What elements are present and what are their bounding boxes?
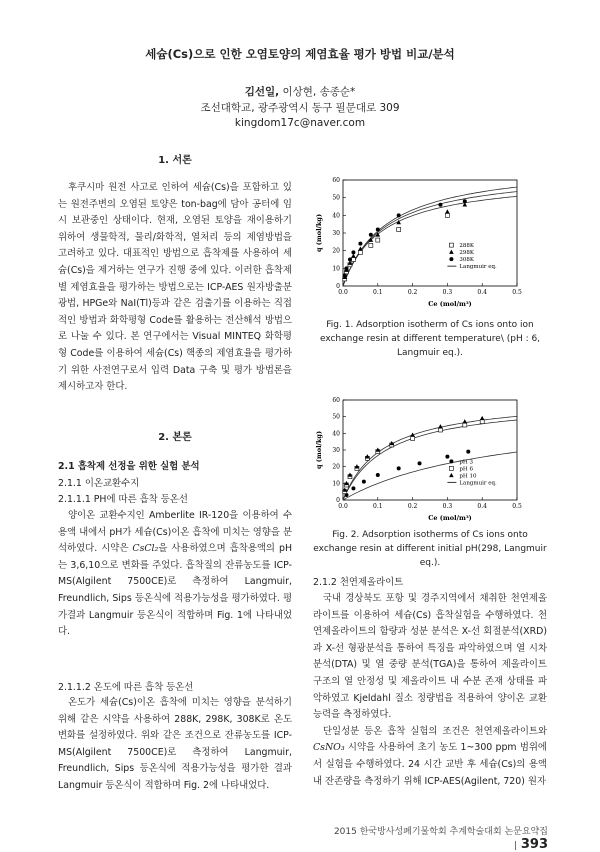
page-number: 393 <box>520 837 548 852</box>
paper-authors <box>0 84 600 99</box>
legend-label: Langmuir eq. <box>459 480 497 487</box>
data-point <box>449 466 453 470</box>
data-point <box>343 273 347 277</box>
data-point <box>376 238 380 242</box>
data-point <box>358 242 362 246</box>
y-tick-label: 60 <box>332 177 340 184</box>
x-tick-label: 0.3 <box>442 503 453 510</box>
figure-1-chart <box>313 172 547 310</box>
data-point <box>418 461 422 465</box>
data-point <box>463 419 468 423</box>
author-rest: 이상현, 송종순* <box>279 86 356 98</box>
section-2-1-1-2-body <box>58 695 292 795</box>
data-point <box>369 233 373 237</box>
heading-2-1-2: 2.1.2 천연제올라이트 <box>313 577 404 588</box>
data-point <box>438 428 442 432</box>
data-point <box>463 423 467 427</box>
intro-heading: 1. 서론 <box>158 155 192 166</box>
text-part: 시약을 사용하여 초기 농도 1~300 ppm 범위에서 실험을 수행하였다. 24 시간 교반 후 세슘(Cs)의 용액 내 잔존량을 측정하기 위해 ICP-AES(Agilent, 720) 원자 <box>313 742 547 787</box>
affiliation: 조선대학교, 광주광역시 동구 필문대로 309 <box>200 102 400 114</box>
data-point <box>449 250 454 254</box>
footer-separator: | <box>513 841 517 851</box>
data-point <box>449 473 454 477</box>
data-point <box>351 486 355 490</box>
data-point <box>397 213 401 217</box>
y-axis-label: q (mol/kg) <box>315 213 323 253</box>
data-point <box>358 250 362 254</box>
y-axis-label: q (mol/kg) <box>315 430 323 470</box>
body-heading: 2. 본론 <box>158 432 192 443</box>
data-point <box>438 203 442 207</box>
heading-2-1: 2.1 흡착제 선정을 위한 실험 분석 <box>58 461 200 472</box>
data-point <box>445 455 449 459</box>
intro-body <box>58 180 292 396</box>
y-tick-label: 10 <box>332 480 340 488</box>
legend-label: pH 3 <box>459 459 473 466</box>
x-tick-label: 0.4 <box>477 289 487 296</box>
y-tick-label: 10 <box>332 265 340 273</box>
data-point <box>348 258 352 262</box>
y-tick-label: 30 <box>332 447 340 454</box>
data-point <box>397 466 401 470</box>
data-point <box>369 243 373 247</box>
data-point <box>397 227 401 231</box>
x-axis-label: Ce (mol/m³) <box>428 514 472 522</box>
data-point <box>445 209 450 213</box>
y-tick-label: 50 <box>332 194 340 202</box>
y-tick-label: 60 <box>332 397 340 404</box>
data-point <box>480 416 485 420</box>
footer-text: 2015 한국방사성폐기물학회 추계학술대회 논문요약집 <box>333 827 548 837</box>
y-tick-label: 40 <box>332 430 340 438</box>
y-tick-label: 0 <box>336 497 340 504</box>
data-point <box>411 436 415 440</box>
data-point <box>351 258 355 262</box>
data-point <box>449 257 453 261</box>
legend-label: 308K <box>459 257 475 264</box>
section-2-1-2-body <box>313 591 547 790</box>
y-tick-label: 0 <box>336 283 340 290</box>
x-tick-label: 0.4 <box>477 503 487 510</box>
x-tick-label: 0.0 <box>338 289 348 296</box>
formula-csno3: CsNO₃ <box>313 742 345 754</box>
paragraph-isotherm-conditions <box>313 724 547 790</box>
legend-label: Langmuir eq. <box>459 264 497 271</box>
langmuir-curve <box>343 192 517 286</box>
data-point <box>449 459 453 463</box>
x-tick-label: 0.5 <box>512 289 522 296</box>
data-point <box>480 420 484 424</box>
paragraph-temperature: 온도가 세슘(Cs)이온 흡착에 미치는 영향을 분석하기 위해 같은 시약을 사용하여 288K, 298K, 308K로 온도변화를 설정하였다. 위와 같은 조건으로 잔류농도를 ICP-MS(Algilent 7500CE)로 측정하여 Langmuir, Freundlich, Sips 등온식에 적용가능성을 평가한 결과 Langmuir 등온식이 적합하며 Fig. 2에 나타내었다. <box>58 697 292 791</box>
x-tick-label: 0.1 <box>373 289 383 296</box>
x-tick-label: 0.2 <box>407 289 418 296</box>
text-part: 단일성분 등온 흡착 실험의 조건은 천연제올라이트와 <box>323 725 547 737</box>
x-tick-label: 0.0 <box>338 503 348 510</box>
data-point <box>449 243 453 247</box>
formula-cscl2: CsCl₂ <box>132 543 159 555</box>
data-point <box>438 424 443 428</box>
text-part: 을 사용하였으며 흡착용액의 pH는 3,6,10으로 변화를 주었다. 흡착질의 잔류농도를 ICP-MS(Algilent 7500CE)로 측정하여 Langmuir, Freundlich, Sips 등온식에 적용가능성을 평가하였다. 평가결과 Langmuir 등온식이 적합하며 Fig. 1에 나타내었다. <box>58 543 292 638</box>
x-tick-label: 0.5 <box>512 503 522 510</box>
data-point <box>344 266 348 270</box>
data-point <box>362 480 366 484</box>
x-tick-label: 0.1 <box>373 503 383 510</box>
x-axis-label: Ce (mol/m³) <box>428 300 472 308</box>
y-tick-label: 30 <box>332 230 340 237</box>
author-main: 김선일, <box>244 86 280 98</box>
legend-label: 298K <box>459 250 475 257</box>
y-tick-label: 20 <box>332 247 340 255</box>
paragraph-ph <box>58 508 292 641</box>
x-tick-label: 0.2 <box>407 503 418 510</box>
section-2-1-1-1-body <box>58 508 292 641</box>
paragraph-zeolite: 국내 경상북도 포항 및 경주지역에서 채취한 천연제올라이트를 이용하여 세슘(Cs) 흡착실험을 수행하였다. 천연제올라이트의 함량과 성분 분석은 X-선 회절분석(XRD)과 X-선 형광분석을 통하여 특징을 파악하였으며 열 시차 분석(DTA) 및 열 중량 분석(TGA)을 통하여 제올라이트 구조의 열 안정성 및 제올라이트 내 수분 존재 상태를 파악하였고 Kjeldahl 질소 정량법을 적용하여 양이온 교환능력을 측정하였다. <box>313 593 547 721</box>
text-part: 양이온 교환수지인 Amberlite IR-120을 이용하여 수용액 내에서 pH가 세슘(Cs)이온 흡착에 미치는 영향을 분석하였다. 시약은 <box>58 510 292 555</box>
y-tick-label: 50 <box>332 413 340 421</box>
data-point <box>351 250 355 254</box>
data-point <box>376 227 380 231</box>
figure-2-chart <box>313 392 547 524</box>
y-tick-label: 40 <box>332 212 340 220</box>
heading-2-1-1-1: 2.1.1.1 PH에 따른 흡착 등온선 <box>58 494 188 505</box>
email-address: kingdom17c@naver.com <box>234 117 366 129</box>
heading-2-1-1: 2.1.1 이온교환수지 <box>58 478 140 489</box>
data-point <box>463 199 467 203</box>
y-tick-label: 20 <box>332 463 340 471</box>
paper-title: 세슘(Cs)으로 인한 오염토양의 제염효율 평가 방법 비교/분석 <box>145 47 455 61</box>
langmuir-curve <box>343 187 517 286</box>
legend-label: pH 10 <box>459 473 477 480</box>
data-point <box>445 213 449 217</box>
x-tick-label: 0.3 <box>442 289 453 296</box>
figure-1-caption: Fig. 1. Adsorption isotherm of Cs ions onto ion exchange resin at different temperature\ (pH : 6, Langmuir eq.). <box>319 320 541 358</box>
data-point <box>466 450 470 454</box>
legend-label: pH 6 <box>459 466 473 473</box>
data-point <box>376 473 380 477</box>
intro-paragraph: 후쿠시마 원전 사고로 인하여 세슘(Cs)을 포함하고 있는 원전주변의 오염된 토양은 ton-bag에 담아 공터에 임시 보관중인 상태이다. 현재, 오염된 토양을 재이용하기 위하여 생물학적, 물리/화학적, 열처리 등의 제염방법을 고려하고 있다. 대표적인 방법으로 흡착제를 사용하여 세슘(Cs)을 제거하는 연구가 진행 중에 있다. 이러한 흡착제별 제염효율을 평가하는 방법으로는 ICP-AES 원자방출분광법, HPGe와 NaI(Tl)등과 같은 검출기를 이용하는 직접적인 방법과 화학평형 Code를 활용하는 전산해석 방법으로 나눌 수 있다. 본 연구에서는 Visual MINTEQ 화학평형 Code를 이용하여 세슘(Cs) 핵종의 제염효율을 평가하기 위한 사전연구로서 입력 Data 구축 및 평가 방법론을 제시하고자 한다. <box>58 182 292 393</box>
legend-label: 288K <box>459 243 475 250</box>
heading-2-1-1-2: 2.1.1.2 온도에 따른 흡착 등온선 <box>58 682 194 693</box>
figure-2-caption: Fig. 2. Adsorption isotherms of Cs ions onto exchange resin at different initial pH(298, Langmuir eq.). <box>313 530 547 568</box>
